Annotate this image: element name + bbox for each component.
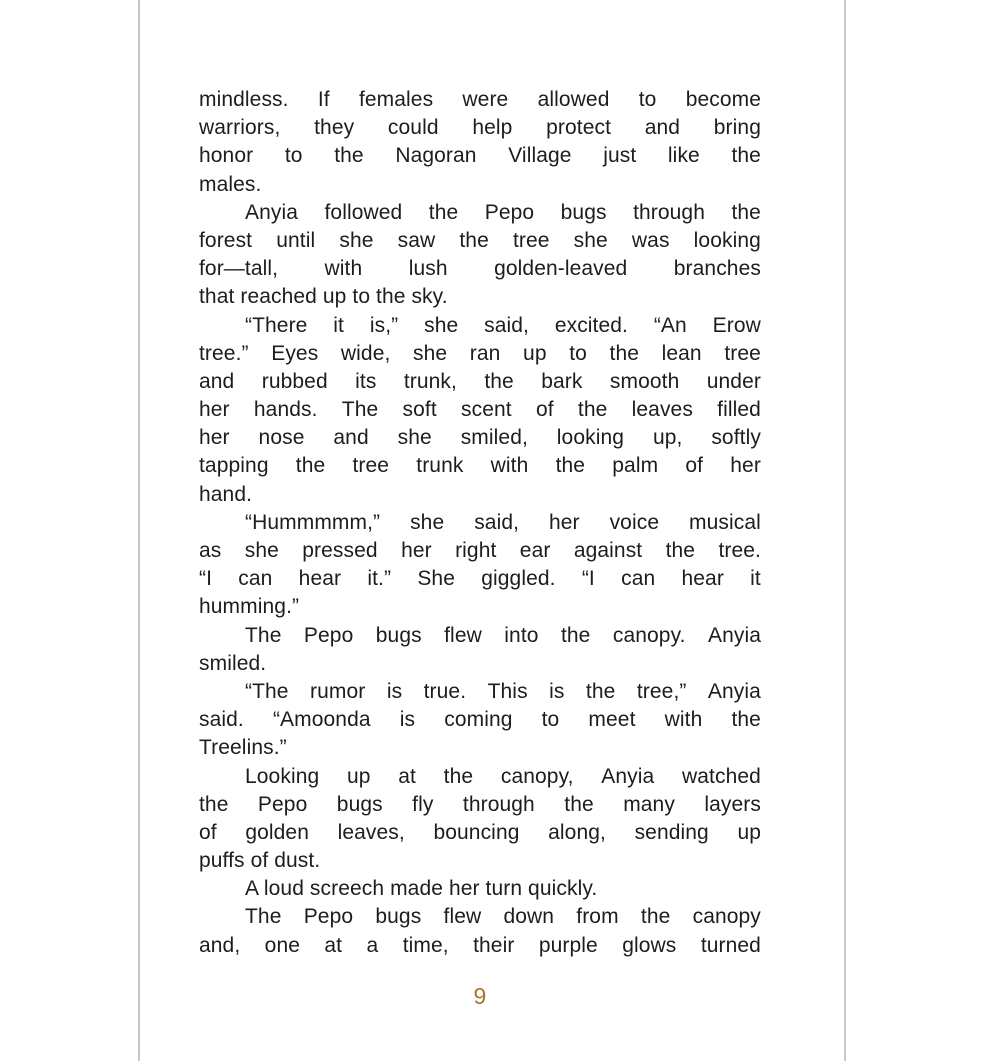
text-line: “There it is,” she said, excited. “An Erow [245,313,761,337]
text-line: as she pressed her right ear against the tree. [199,539,761,562]
text-line: warriors, they could help protect and bring [199,116,761,140]
text-line: Anyia followed the Pepo bugs through the [245,200,761,224]
text-line: tree.” Eyes wide, she ran up to the lean tree [199,341,761,365]
text-line: The Pepo bugs flew into the canopy. Anyia [245,623,761,647]
text-line: for—tall, with lush golden-leaved branches [199,257,761,281]
text-line: that reached up to the sky. [199,285,448,309]
text-line: “The rumor is true. This is the tree,” Anyia [245,679,761,703]
text-line: A loud screech made her turn quickly. [245,877,598,901]
text-line: and rubbed its trunk, the bark smooth under [199,369,761,393]
text-line: mindless. If females were allowed to become [199,88,761,111]
text-line: “I can hear it.” She giggled. “I can hear it [199,567,761,591]
text-column [199,86,761,1011]
text-line: hand. [199,482,253,506]
text-line: honor to the Nagoran Village just like the [199,144,761,168]
book-page-surface[interactable] [138,0,846,1061]
text-line: males. [199,172,262,196]
text-line: the Pepo bugs fly through the many layers [199,792,761,816]
text-lines [199,86,761,960]
text-line: her hands. The soft scent of the leaves filled [199,398,761,422]
text-line: of golden leaves, bouncing along, sending up [199,820,761,844]
text-line: Treelins.” [199,736,287,760]
text-line: forest until she saw the tree she was looking [199,228,761,252]
text-line: puffs of dust. [199,849,321,873]
text-line: “Hummmmm,” she said, her voice musical [245,510,761,534]
text-line: her nose and she smiled, looking up, softly [199,426,761,450]
text-line: humming.” [199,595,300,619]
text-line: tapping the tree trunk with the palm of her [199,454,761,478]
text-line: The Pepo bugs flew down from the canopy [245,905,761,929]
text-line: smiled. [199,651,267,675]
text-line: and, one at a time, their purple glows turned [199,933,761,957]
page-number: 9 [473,982,487,1009]
text-line: said. “Amoonda is coming to meet with the [199,708,761,732]
text-line: Looking up at the canopy, Anyia watched [245,764,761,788]
